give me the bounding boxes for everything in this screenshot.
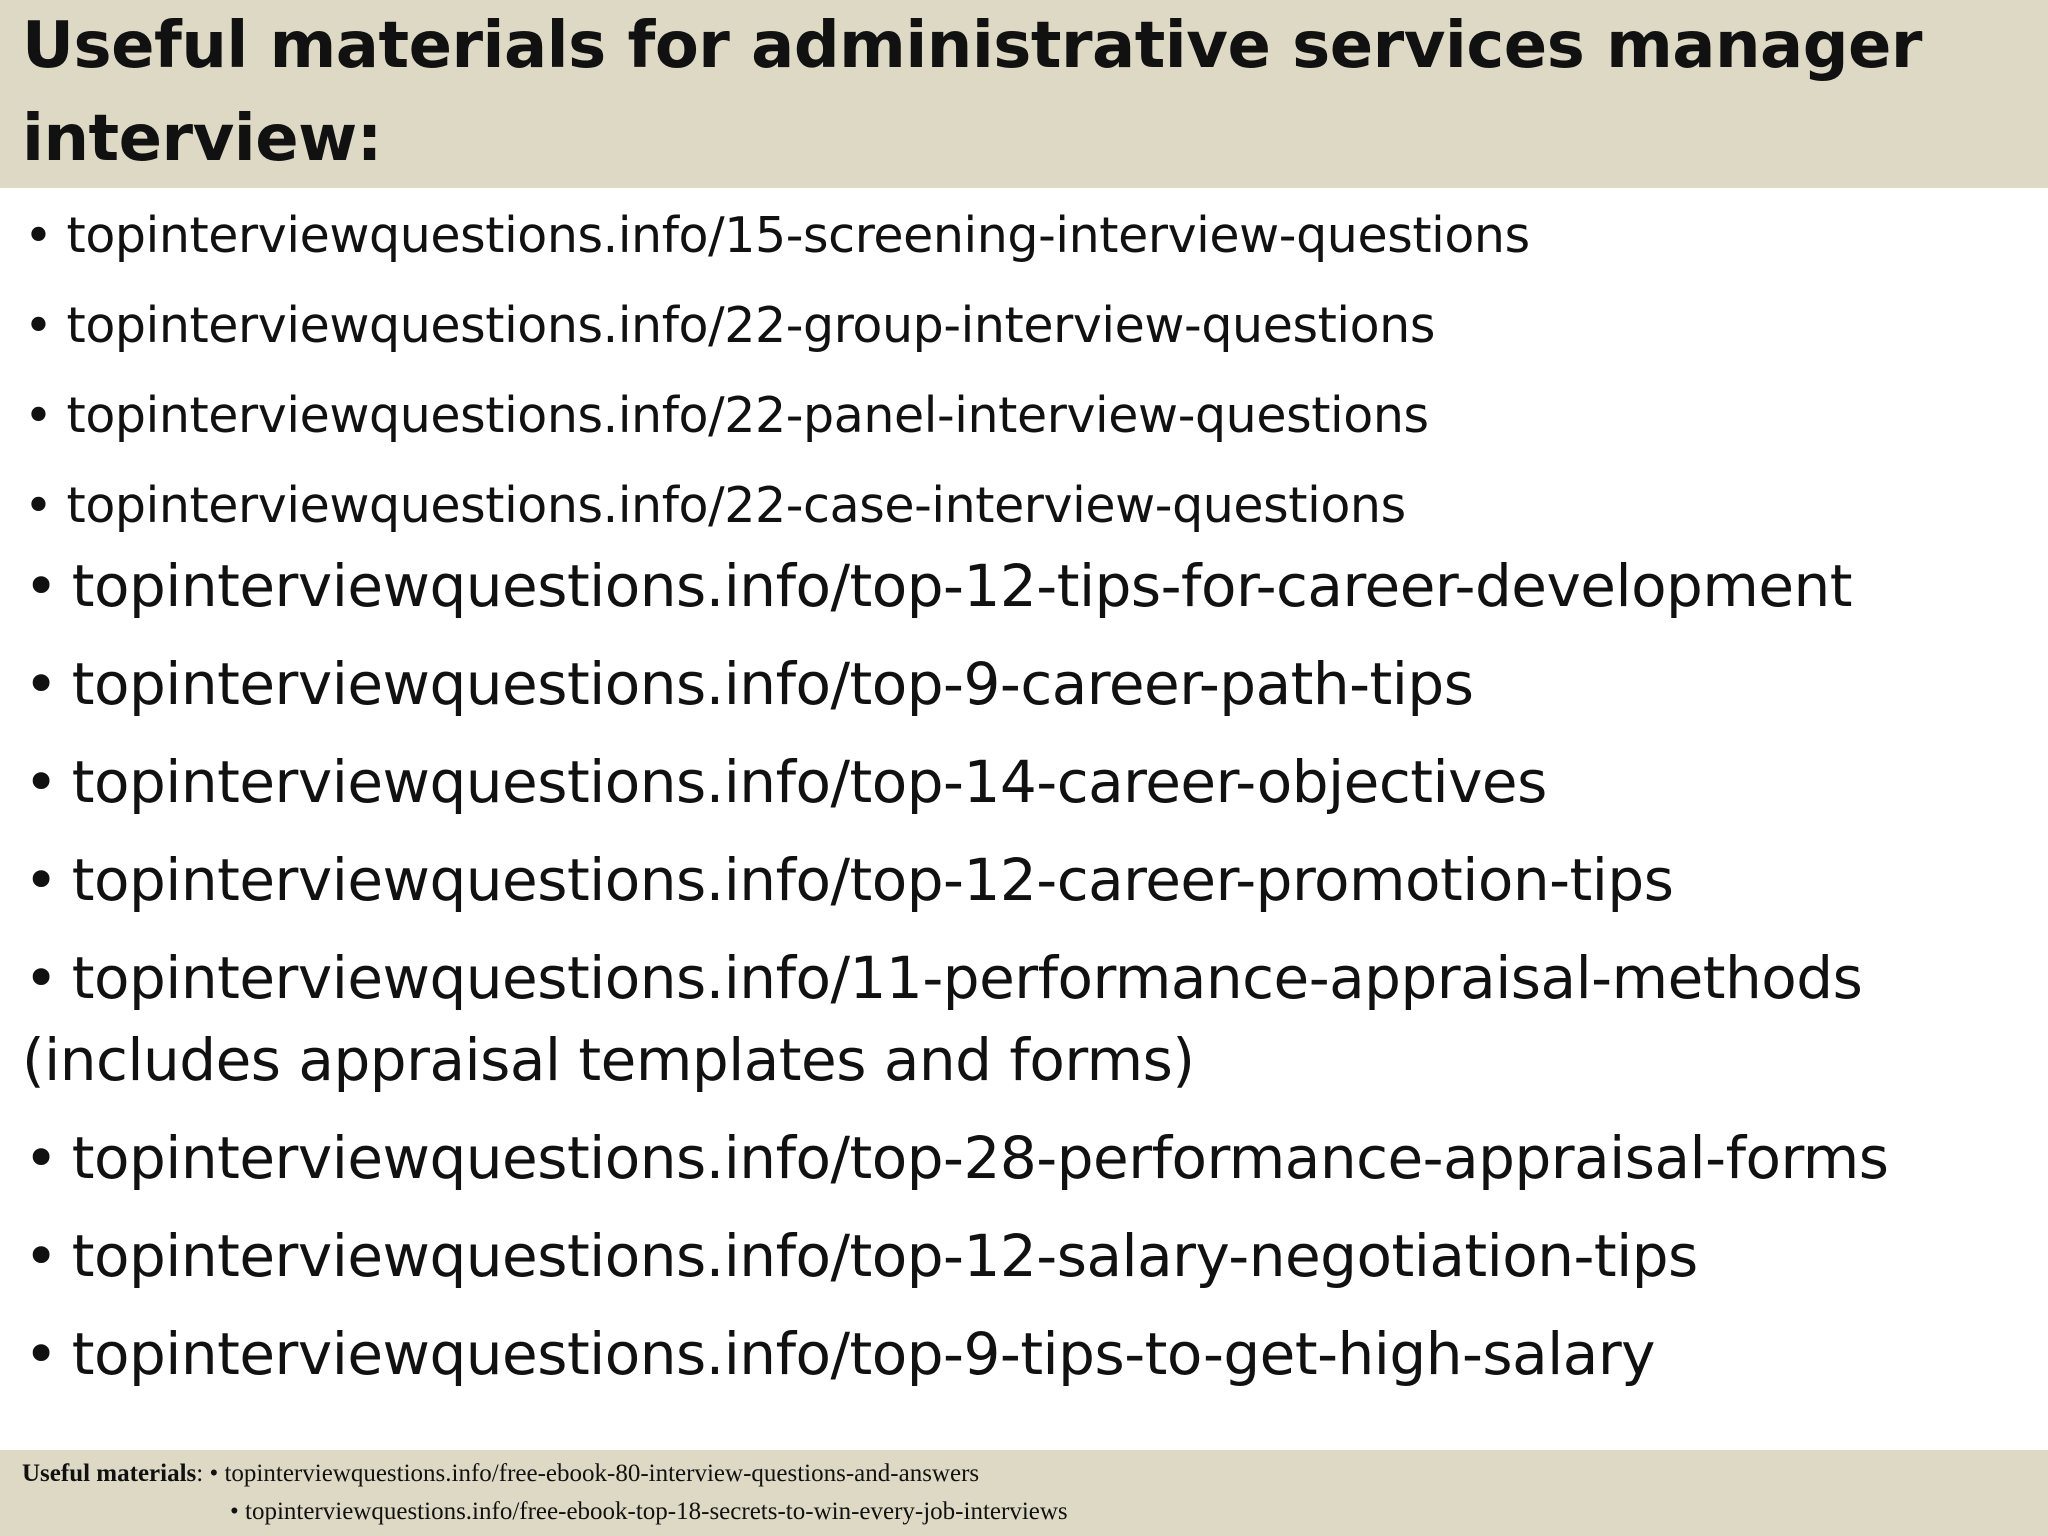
list-item-continuation: (includes appraisal templates and forms) [22, 1026, 1195, 1094]
list-item[interactable] [24, 476, 1406, 536]
footer-link-2[interactable]: • topinterviewquestions.info/free-ebook-top-18-secrets-to-win-every-job-interviews [230, 1498, 1068, 1525]
list-item[interactable] [24, 386, 1429, 446]
bullet-icon: • [24, 477, 53, 534]
list-item[interactable] [24, 839, 1673, 921]
bullet-icon: • [24, 1222, 58, 1290]
bullet-icon: • [24, 944, 58, 1012]
bullet-icon: • [24, 1124, 58, 1192]
list-item-text: topinterviewquestions.info/top-28-performance-appraisal-forms [71, 1124, 1889, 1192]
bullet-icon: • [24, 552, 58, 620]
bullet-icon: • [24, 748, 58, 816]
list-item-text: topinterviewquestions.info/top-12-career-promotion-tips [71, 846, 1674, 914]
footer-line-1 [22, 1455, 979, 1493]
list-item-text: topinterviewquestions.info/22-group-interview-questions [66, 297, 1435, 354]
list-item-text: topinterviewquestions.info/22-case-interview-questions [66, 477, 1406, 534]
footer-link-1[interactable]: topinterviewquestions.info/free-ebook-80-interview-questions-and-answers [224, 1460, 980, 1487]
footer-separator: : • [196, 1460, 219, 1487]
list-item[interactable] [24, 296, 1435, 356]
list-item[interactable] [24, 937, 1862, 1101]
bullet-icon: • [24, 297, 53, 354]
list-item[interactable] [24, 1313, 1655, 1395]
footer-label: Useful materials [22, 1460, 197, 1487]
bullet-icon: • [24, 846, 58, 914]
list-item-text: topinterviewquestions.info/22-panel-interview-questions [66, 387, 1429, 444]
list-item[interactable] [24, 206, 1530, 266]
bullet-icon: • [24, 387, 53, 444]
list-item[interactable] [24, 741, 1547, 823]
list-item-text: topinterviewquestions.info/top-9-tips-to-get-high-salary [71, 1320, 1656, 1388]
list-item[interactable] [24, 1117, 1889, 1199]
list-item[interactable] [24, 1215, 1698, 1297]
list-item[interactable] [24, 643, 1473, 725]
list-item-text: topinterviewquestions.info/11-performance-appraisal-methods [71, 944, 1863, 1012]
list-item-text: topinterviewquestions.info/top-9-career-path-tips [71, 650, 1474, 718]
bullet-icon: • [24, 207, 53, 264]
list-item-text: topinterviewquestions.info/top-12-salary-negotiation-tips [71, 1222, 1698, 1290]
bullet-icon: • [24, 1320, 58, 1388]
list-item-text: topinterviewquestions.info/15-screening-interview-questions [66, 207, 1530, 264]
slide-title: Useful materials for administrative services manager interview: [22, 9, 1922, 176]
list-item[interactable] [24, 545, 1852, 627]
list-item-text: topinterviewquestions.info/top-14-career-objectives [71, 748, 1547, 816]
list-item-text: topinterviewquestions.info/top-12-tips-for-career-development [71, 552, 1853, 620]
bullet-icon: • [24, 650, 58, 718]
